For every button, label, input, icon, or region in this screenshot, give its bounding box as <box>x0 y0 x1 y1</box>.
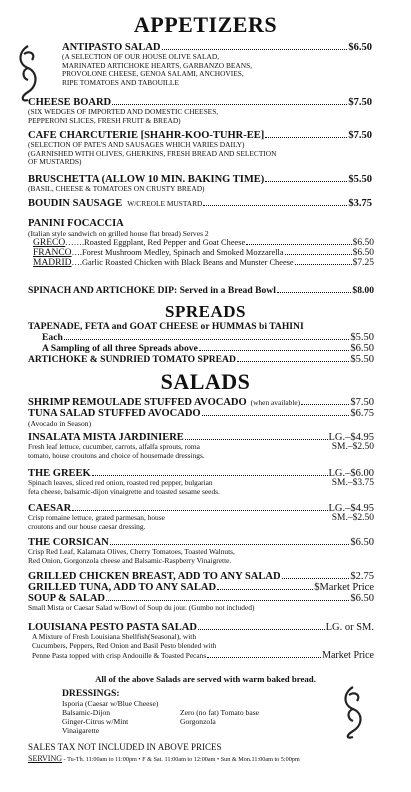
grilled-chicken-price: $2.75 <box>350 571 374 582</box>
panini-madrid-price: $7.25 <box>352 258 374 268</box>
caesar-price-lg: LG.–$4.95 <box>328 503 374 514</box>
dressing-item: Isporia (Caesar w/Blue Cheese) <box>62 699 159 708</box>
louisiana-name: LOUISIANA PESTO PASTA SALAD <box>28 622 197 633</box>
panini-title: PANINI FOCACCIA <box>28 218 124 229</box>
antipasto-desc: PROVOLONE CHEESE, GENOA SALAMI, ANCHOVIES, <box>62 69 244 79</box>
panini-greco-desc: …….Roasted Eggplant, Red Pepper and Goat Cheese <box>65 238 246 247</box>
dressing-item: Vinaigarette <box>62 726 100 735</box>
caesar-desc: croutons and our house caesar dressing. <box>28 522 146 531</box>
caesar-name: CAESAR <box>28 503 72 514</box>
swirl-ornament-icon <box>333 683 371 741</box>
panini-franco-desc: ….Forest Mushroom Medley, Spinach and Smoked Mozzarella <box>71 248 284 257</box>
panini-greco-price: $6.50 <box>352 238 374 248</box>
cafe-desc: (GARNISHED WITH OLIVES, GHERKINS, FRESH BREAD AND SELECTION <box>28 148 277 158</box>
cheese-name: CHEESE BOARD <box>28 97 112 108</box>
served-note: All of the above Salads are served with warm baked bread. <box>95 674 316 684</box>
corsican-desc: Red Onion, Gorgonzola cheese and Balsamic-Raspberry Vinaigrette. <box>28 555 232 565</box>
caesar-desc: Crisp romaine lettuce, grated parmesan, house <box>28 513 165 522</box>
tapenade-name: TAPENADE, FETA and GOAT CHEESE or HUMMAS bi TAHINI <box>28 321 304 332</box>
dressings-title: DRESSINGS: <box>62 688 120 699</box>
louisiana-price: LG. or SM. <box>325 622 374 633</box>
panini-franco-price: $6.50 <box>352 248 374 258</box>
spreads-each-price: $5.50 <box>350 332 374 343</box>
tuna-desc: (Avocado in Season) <box>28 419 92 428</box>
cafe-desc: OF MUSTARDS) <box>28 157 82 167</box>
insalata-desc: tomato, house croutons and choice of housemade dressings. <box>28 451 205 460</box>
shrimp-note: (when available) <box>250 398 301 407</box>
bruschetta-name: BRUSCHETTA (ALLOW 10 MIN. BAKING TIME) <box>28 174 265 185</box>
antipasto-desc: MARINATED ARTICHOKE HEARTS, GARBANZO BEANS, <box>62 60 253 70</box>
tuna-name: TUNA SALAD STUFFED AVOCADO <box>28 408 201 419</box>
corsican-desc: Crisp Red Leaf, Kalamata Olives, Cherry Tomatoes, Toasted Walnuts, <box>28 547 235 556</box>
dressing-item: Gorgonzola <box>180 717 216 726</box>
salads-title: SALADS <box>160 369 251 394</box>
greek-price-lg: LG.–$6.00 <box>328 468 374 479</box>
greek-desc: feta cheese, balsamic-dijon vinaigrette and toasted sesame seeds. <box>28 487 220 496</box>
grilled-tuna-price: $Market Price <box>314 582 374 593</box>
spinach-dip-price: $8.00 <box>352 285 374 296</box>
dressing-item: Balsamic-Dijon <box>62 708 111 717</box>
spreads-each-label: Each <box>42 332 63 343</box>
greek-name: THE GREEK <box>28 468 91 479</box>
tax-note: SALES TAX NOT INCLUDED IN ABOVE PRICES <box>28 742 222 752</box>
panini-madrid-name: MADRID <box>33 258 72 268</box>
cafe-name: CAFE CHARCUTERIE [SHAHR-KOO-TUHR-EE] <box>28 130 265 141</box>
serving-label: SERVING <box>28 754 63 763</box>
antipasto-name: ANTIPASTO SALAD <box>62 42 161 53</box>
greek-price-sm: SM.–$3.75 <box>331 478 374 488</box>
louisiana-desc: Penne Pasta topped with crisp Andouille & Toasted Pecans <box>32 651 207 661</box>
caesar-price-sm: SM.–$2.50 <box>331 513 374 523</box>
spreads-sampling-label: A Sampling of all three Spreads above <box>42 343 198 354</box>
artichoke-spread-price: $5.50 <box>350 354 374 365</box>
spinach-dip-name: SPINACH AND ARTICHOKE DIP: Served in a Bread Bowl <box>28 285 276 296</box>
artichoke-spread-name: ARTICHOKE & SUNDRIED TOMATO SPREAD <box>28 354 236 365</box>
dressing-item: Ginger-Citrus w/Mint <box>62 717 129 726</box>
dressing-item: Zero (no fat) Tomato base <box>180 708 260 717</box>
cafe-price: $7.50 <box>348 130 372 141</box>
dressing-item <box>180 699 320 708</box>
swirl-ornament-icon <box>10 42 46 104</box>
panini-franco-name: FRANCO <box>33 248 72 258</box>
grilled-tuna-name: GRILLED TUNA, ADD TO ANY SALAD <box>28 582 217 593</box>
spreads-title: SPREADS <box>165 302 246 321</box>
soup-salad-name: SOUP & SALAD <box>28 593 106 604</box>
louisiana-desc: A Mixture of Fresh Louisiana Shellfish(Seasonal), with <box>32 632 197 641</box>
boudin-name-small: W/CREOLE MUSTARD <box>127 199 203 208</box>
cheese-desc: PEPPERONI SLICES, FRESH FRUIT & BREAD) <box>28 115 181 125</box>
soup-salad-price: $6.50 <box>350 593 374 604</box>
soup-salad-desc: Small Mista or Caesar Salad w/Bowl of Soup du jour. (Gumbo not included) <box>28 603 255 612</box>
panini-desc: (Italian style sandwich on grilled house flat bread) Serves 2 <box>28 229 209 238</box>
tuna-price: $6.75 <box>350 408 374 419</box>
panini-greco-name: GRECO <box>33 238 66 248</box>
bruschetta-desc: (BASIL, CHEESE & TOMATOES ON CRUSTY BREAD) <box>28 184 205 193</box>
louisiana-market-price: Market Price <box>322 650 374 662</box>
appetizers-title: APPETIZERS <box>133 12 278 37</box>
serving-hours: - Tu-Th. 11:00am to 11:00pm • F & Sat. 11:00am to 12:00am • Sun & Mon.11:00am to 5:00pm <box>62 756 300 763</box>
boudin-price: $3.75 <box>348 198 372 209</box>
shrimp-price: $7.50 <box>350 397 374 408</box>
corsican-price: $6.50 <box>350 537 374 548</box>
bruschetta-price: $5.50 <box>348 174 372 185</box>
boudin-name: BOUDIN SAUSAGE <box>28 198 123 209</box>
panini-madrid-desc: ….Garlic Roasted Chicken with Black Beans and Munster Cheese <box>71 258 294 267</box>
cheese-desc: (SIX WEDGES OF IMPORTED AND DOMESTIC CHEESES, <box>28 107 219 116</box>
greek-desc: Spinach leaves, sliced red onion, roasted red pepper, bulgarian <box>28 478 213 487</box>
louisiana-desc: Cucumbers, Peppers, Red Onion and Basil Pesto blended with <box>32 640 217 650</box>
insalata-name: INSALATA MISTA JARDINIERE <box>28 432 184 443</box>
cafe-desc: (SELECTION OF PATE'S AND SAUSAGES WHICH VARIES DAILY) <box>28 140 245 149</box>
cheese-price: $7.50 <box>348 97 372 108</box>
antipasto-desc: (A SELECTION OF OUR HOUSE OLIVE SALAD, <box>62 52 220 61</box>
insalata-price-sm: SM.–$2.50 <box>331 442 374 452</box>
spreads-sampling-price: $6.50 <box>350 343 374 354</box>
insalata-price-lg: LG.–$4.95 <box>328 432 374 443</box>
antipasto-desc: RIPE TOMATOES AND TABOUILLE <box>62 77 179 87</box>
antipasto-price: $6.50 <box>348 42 372 53</box>
corsican-name: THE CORSICAN <box>28 537 109 548</box>
shrimp-name: SHRIMP REMOULADE STUFFED AVOCADO <box>28 397 247 408</box>
insalata-desc: Fresh leaf lettuce, cucumber, carrots, alfalfa sprouts, roma <box>28 442 200 451</box>
grilled-chicken-name: GRILLED CHICKEN BREAST, ADD TO ANY SALAD <box>28 571 281 582</box>
